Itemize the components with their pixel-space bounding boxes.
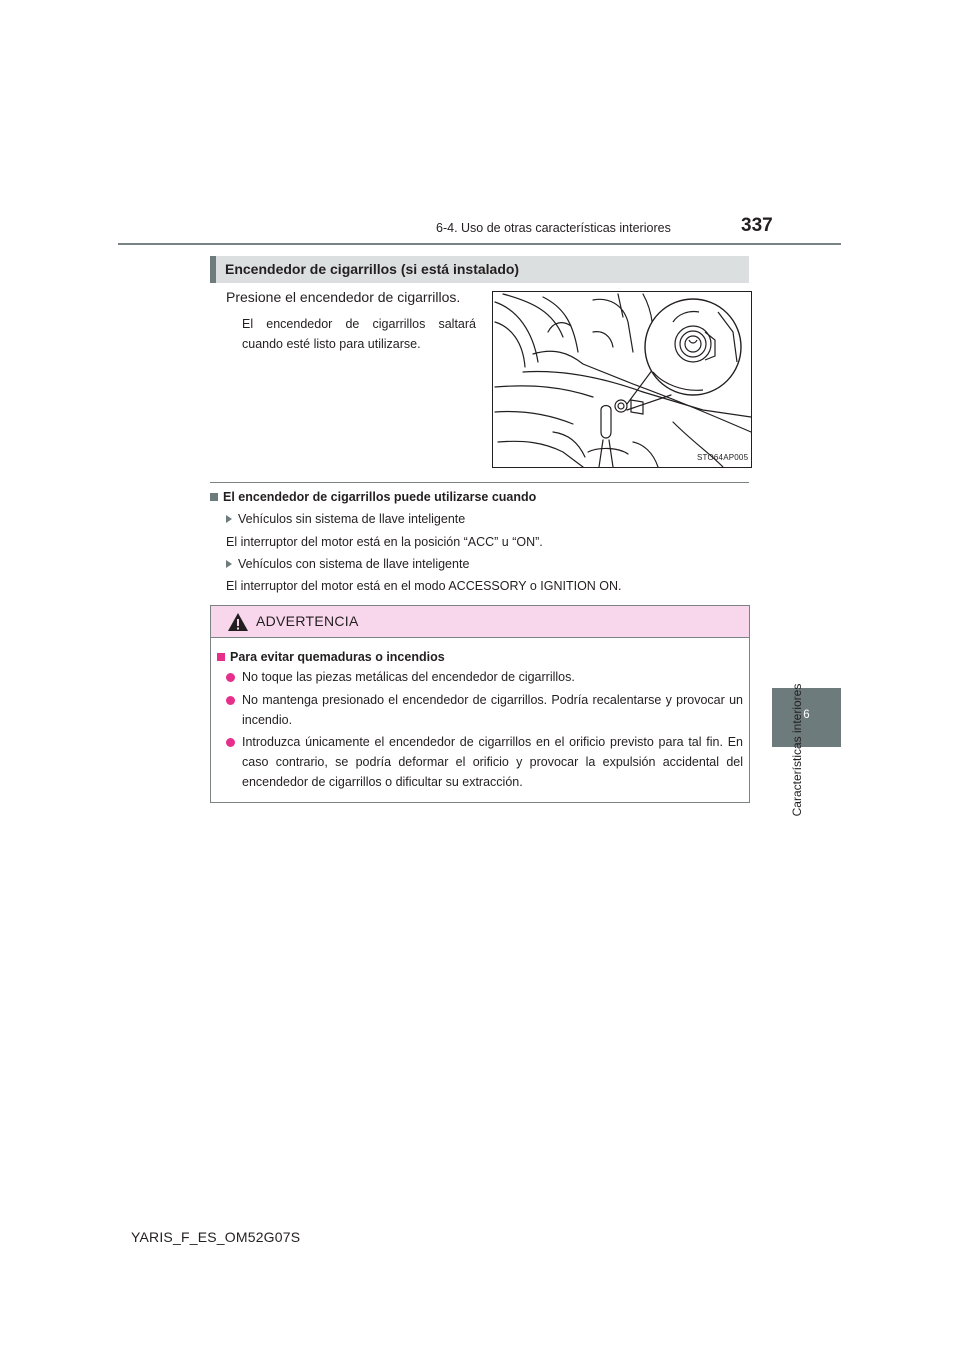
illustration-code: STO64AP005 — [697, 453, 749, 462]
circle-bullet-icon — [226, 673, 235, 682]
triangle-bullet-icon — [226, 560, 232, 568]
section-divider — [210, 482, 749, 483]
warning-title: ADVERTENCIA — [256, 613, 359, 629]
warning-item — [226, 690, 743, 730]
section-heading-bar — [210, 256, 216, 283]
header-divider — [118, 243, 841, 245]
warning-item-text: No toque las piezas metálicas del encendedor de cigarrillos. — [242, 670, 575, 684]
warning-subheading — [217, 650, 445, 664]
square-bullet-icon — [217, 653, 225, 661]
section-title: 6-4. Uso de otras características interiores — [436, 221, 671, 235]
instruction-note: El encendedor de cigarrillos saltará cuando esté listo para utilizarse. — [242, 317, 476, 351]
warning-item-text: No mantenga presionado el encendedor de cigarrillos. Podría recalentarse y provocar un incendio. — [242, 693, 743, 727]
conditions-heading — [210, 490, 536, 504]
conditions-heading-text: El encendedor de cigarrillos puede utilizarse cuando — [223, 490, 537, 504]
square-bullet-icon — [210, 493, 218, 501]
dashboard-drawing — [493, 292, 751, 467]
section-heading-text: Encendedor de cigarrillos (si está instalado) — [225, 261, 520, 277]
chapter-tab-label: Características interiores — [790, 683, 804, 817]
warning-item-text: Introduzca únicamente el encendedor de cigarrillos en el orificio previsto para tal fin. En caso contrario, se podría deformar el orificio y provocar la expulsión accidental del encendedor de cigarrillos o dificultar su extracción. — [242, 735, 743, 789]
warning-item — [226, 732, 743, 792]
instruction-text: Presione el encendedor de cigarrillos. — [226, 289, 461, 305]
warning-header — [211, 606, 749, 638]
warning-triangle-icon — [227, 612, 249, 632]
warning-box — [210, 605, 750, 803]
page-number: 337 — [741, 215, 773, 236]
warning-item — [226, 667, 743, 687]
condition-text: El interruptor del motor está en la posición “ACC” u “ON”. — [226, 535, 543, 549]
condition-label — [226, 557, 469, 571]
condition-label-text: Vehículos sin sistema de llave inteligente — [238, 512, 466, 526]
chapter-tab-number: 6 — [803, 709, 810, 721]
section-heading — [210, 256, 749, 283]
condition-label — [226, 512, 465, 526]
cigarette-lighter-illustration — [492, 291, 752, 468]
triangle-bullet-icon — [226, 515, 232, 523]
document-code: YARIS_F_ES_OM52G07S — [131, 1229, 301, 1245]
warning-subheading-text: Para evitar quemaduras o incendios — [230, 650, 445, 664]
circle-bullet-icon — [226, 738, 235, 747]
condition-text: El interruptor del motor está en el modo ACCESSORY o IGNITION ON. — [226, 579, 622, 593]
circle-bullet-icon — [226, 696, 235, 705]
condition-label-text: Vehículos con sistema de llave inteligente — [238, 557, 470, 571]
